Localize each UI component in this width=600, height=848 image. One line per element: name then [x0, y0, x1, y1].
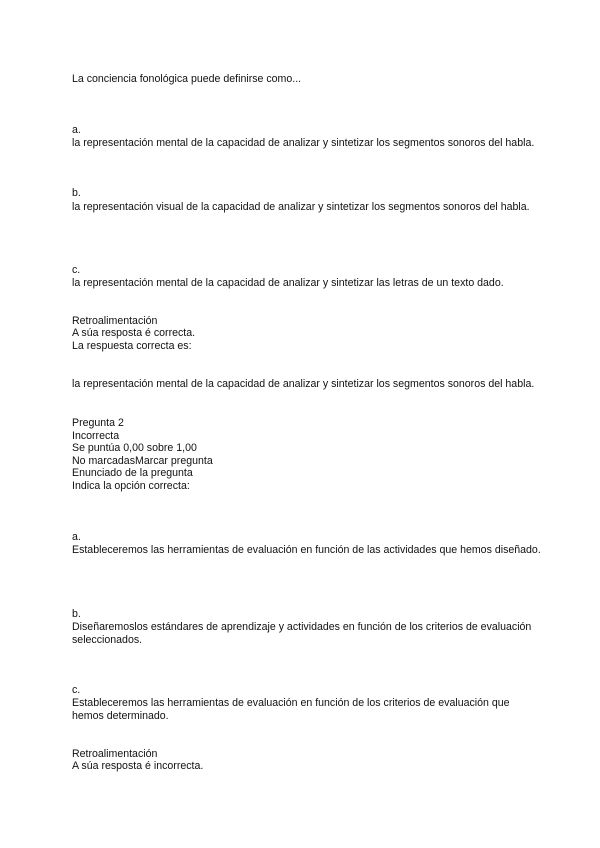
q2-title: Pregunta 2 — [72, 417, 124, 429]
option-text: Estableceremos las herramientas de evaluación en función de los criterios de evaluación que hemos determinado. — [72, 697, 510, 722]
q1-prompt: La conciencia fonológica puede definirse como... — [72, 73, 302, 85]
option-letter: a. — [72, 124, 81, 136]
q2-prompt: Indica la opción correcta: — [72, 480, 190, 492]
option-text: Diseñaremoslos estándares de aprendizaje y actividades en función de los criterios de evaluación seleccionados. — [72, 621, 532, 646]
option-letter: a. — [72, 531, 81, 543]
option-letter: c. — [72, 264, 81, 276]
q2-feedback-status: A súa resposta é incorrecta. — [72, 760, 204, 772]
q2-state: Incorrecta — [72, 430, 120, 442]
option-letter: b. — [72, 608, 81, 620]
q1-feedback-heading: Retroalimentación — [72, 315, 158, 327]
q2-flag-toggle[interactable]: No marcadasMarcar pregunta — [72, 455, 213, 467]
option-letter: b. — [72, 187, 81, 199]
option-text: la representación visual de la capacidad de analizar y sintetizar los segmentos sonoros del habla. — [72, 201, 530, 213]
option-text: Estableceremos las herramientas de evaluación en función de las actividades que hemos diseñado. — [72, 544, 541, 556]
q1-correct-answer: la representación mental de la capacidad de analizar y sintetizar los segmentos sonoros del habla. — [72, 378, 535, 390]
q2-feedback-heading: Retroalimentación — [72, 748, 158, 760]
q2-statement-label: Enunciado de la pregunta — [72, 467, 193, 479]
option-text: la representación mental de la capacidad de analizar y sintetizar las letras de un texto dado. — [72, 277, 504, 289]
q2-score: Se puntúa 0,00 sobre 1,00 — [72, 442, 197, 454]
option-text: la representación mental de la capacidad de analizar y sintetizar los segmentos sonoros del habla. — [72, 137, 535, 149]
q1-feedback-status: A súa resposta é correcta. — [72, 327, 196, 339]
q1-correct-label: La respuesta correcta es: — [72, 340, 192, 352]
option-letter: c. — [72, 684, 81, 696]
